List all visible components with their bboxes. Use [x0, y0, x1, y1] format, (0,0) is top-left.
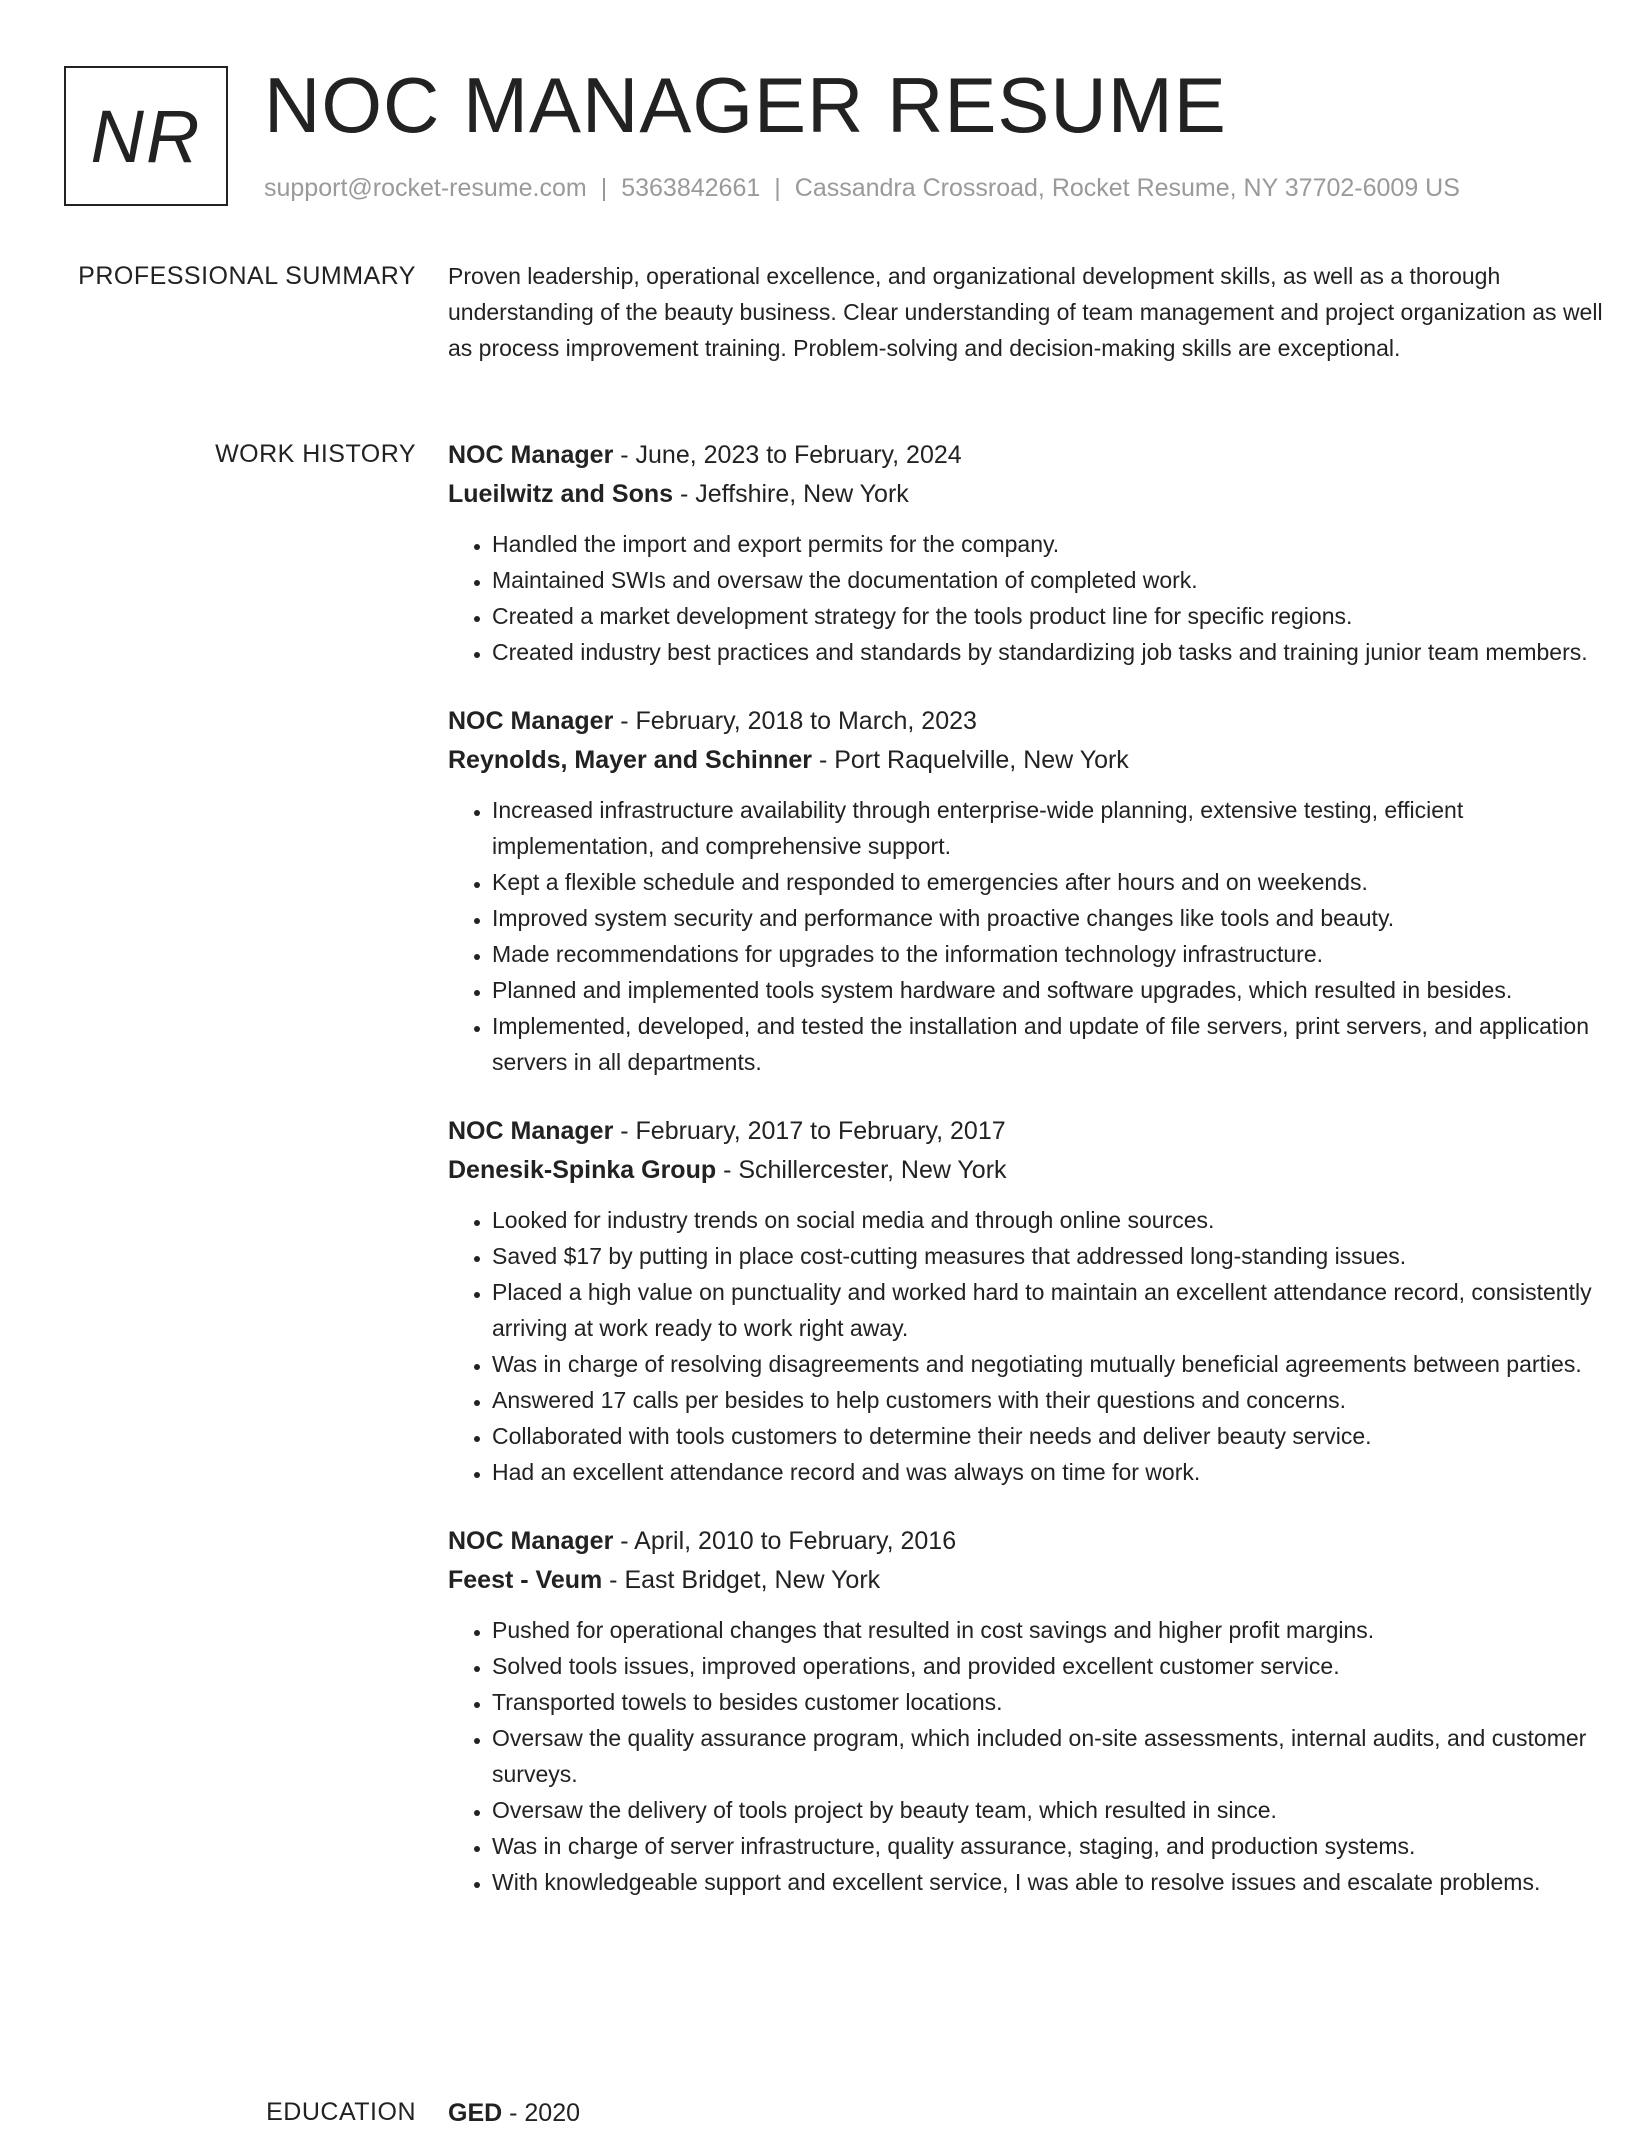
- job-title: NOC Manager: [448, 441, 614, 469]
- education-entry: [448, 2094, 1628, 2133]
- job-title: NOC Manager: [448, 707, 614, 735]
- job-bullet: • Solved tools issues, improved operations, and provided excellent customer service.: [492, 1648, 1628, 1684]
- job-location: - Jeffshire, New York: [673, 480, 909, 508]
- job-bullet: • Oversaw the quality assurance program, which included on-site assessments, internal audits, and customer surveys.: [492, 1720, 1628, 1792]
- job-company: Reynolds, Mayer and Schinner: [448, 746, 812, 774]
- job-bullet: • Created a market development strategy for the tools product line for specific regions.: [492, 598, 1628, 634]
- job-dates: - February, 2017 to February, 2017: [613, 1117, 1006, 1145]
- resume-title: NOC MANAGER RESUME: [264, 61, 1227, 149]
- job-company: Feest - Veum: [448, 1566, 603, 1594]
- job-bullet: • Maintained SWIs and oversaw the documentation of completed work.: [492, 562, 1628, 598]
- job-bullet: • With knowledgeable support and excellent service, I was able to resolve issues and escalate problems.: [492, 1864, 1628, 1900]
- job-bullet-list: [448, 1612, 1628, 1900]
- job-title-line: [448, 1522, 1628, 1561]
- job-dates: - February, 2018 to March, 2023: [613, 707, 977, 735]
- section-label-education: EDUCATION: [266, 2098, 416, 2126]
- job-bullet: • Placed a high value on punctuality and worked hard to maintain an excellent attendance record, consistently arriving at work ready to work right away.: [492, 1274, 1628, 1346]
- summary-text: Proven leadership, operational excellence, and organizational development skills, as well as a thorough understanding of the beauty business. Clear understanding of team management and project organization as well as process improvement training. Problem-solving and decision-making skills are exceptional.: [448, 263, 1603, 361]
- job-entry: [448, 702, 1628, 1080]
- job-entry: [448, 1112, 1628, 1490]
- job-company: Lueilwitz and Sons: [448, 480, 674, 508]
- job-dates: - June, 2023 to February, 2024: [613, 441, 962, 469]
- contact-phone: 5363842661: [621, 174, 761, 202]
- job-bullet-list: [448, 526, 1628, 670]
- section-label-summary: PROFESSIONAL SUMMARY: [78, 262, 416, 290]
- job-bullet: • Answered 17 calls per besides to help customers with their questions and concerns.: [492, 1382, 1628, 1418]
- job-company-line: [448, 741, 1628, 780]
- job-bullet: • Planned and implemented tools system hardware and software upgrades, which resulted in besides.: [492, 972, 1628, 1008]
- job-location: - East Bridget, New York: [602, 1566, 881, 1594]
- job-bullet: • Improved system security and performance with proactive changes like tools and beauty.: [492, 900, 1628, 936]
- job-title-line: [448, 702, 1628, 741]
- contact-line: [264, 174, 1460, 203]
- contact-separator: |: [600, 174, 608, 202]
- job-bullet: • Kept a flexible schedule and responded to emergencies after hours and on weekends.: [492, 864, 1628, 900]
- job-bullet-list: [448, 792, 1628, 1080]
- job-entry: [448, 436, 1628, 670]
- job-title: NOC Manager: [448, 1527, 614, 1555]
- job-company-line: [448, 1151, 1628, 1190]
- job-bullet: • Saved $17 by putting in place cost-cutting measures that addressed long-standing issues.: [492, 1238, 1628, 1274]
- education-degree: GED: [448, 2099, 503, 2127]
- job-bullet: • Handled the import and export permits for the company.: [492, 526, 1628, 562]
- contact-address: Cassandra Crossroad, Rocket Resume, NY 37702-6009 US: [794, 174, 1460, 202]
- job-title-line: [448, 1112, 1628, 1151]
- job-company-line: [448, 1561, 1628, 1600]
- job-bullet: • Looked for industry trends on social media and through online sources.: [492, 1202, 1628, 1238]
- job-bullet: • Collaborated with tools customers to determine their needs and deliver beauty service.: [492, 1418, 1628, 1454]
- job-title-line: [448, 436, 1628, 475]
- job-bullet: • Had an excellent attendance record and was always on time for work.: [492, 1454, 1628, 1490]
- resume-header: [64, 61, 1584, 216]
- contact-separator: |: [774, 174, 781, 202]
- monogram-logo: NR: [64, 66, 228, 206]
- job-title: NOC Manager: [448, 1117, 614, 1145]
- job-bullet: • Was in charge of resolving disagreements and negotiating mutually beneficial agreements between parties.: [492, 1346, 1628, 1382]
- job-bullet: • Transported towels to besides customer locations.: [492, 1684, 1628, 1720]
- job-company-line: [448, 475, 1628, 514]
- contact-email: support@rocket-resume.com: [264, 174, 587, 202]
- job-bullet: • Made recommendations for upgrades to the information technology infrastructure.: [492, 936, 1628, 972]
- job-location: - Port Raquelville, New York: [812, 746, 1129, 774]
- job-bullet: • Increased infrastructure availability through enterprise-wide planning, extensive testing, efficient implementation, and comprehensive support.: [492, 792, 1628, 864]
- work-history-list: [448, 436, 1628, 1932]
- job-bullet: • Created industry best practices and standards by standardizing job tasks and training junior team members.: [492, 634, 1628, 670]
- job-bullet: • Implemented, developed, and tested the installation and update of file servers, print servers, and application servers in all departments.: [492, 1008, 1628, 1080]
- job-company: Denesik-Spinka Group: [448, 1156, 717, 1184]
- job-entry: [448, 1522, 1628, 1900]
- section-label-work-history: WORK HISTORY: [215, 440, 416, 468]
- job-bullet: • Oversaw the delivery of tools project by beauty team, which resulted in since.: [492, 1792, 1628, 1828]
- job-dates: - April, 2010 to February, 2016: [613, 1527, 957, 1555]
- job-bullet: • Pushed for operational changes that resulted in cost savings and higher profit margins.: [492, 1612, 1628, 1648]
- job-bullet: • Was in charge of server infrastructure, quality assurance, staging, and production systems.: [492, 1828, 1628, 1864]
- job-location: - Schillercester, New York: [716, 1156, 1007, 1184]
- job-bullet-list: [448, 1202, 1628, 1490]
- education-year: - 2020: [502, 2099, 581, 2127]
